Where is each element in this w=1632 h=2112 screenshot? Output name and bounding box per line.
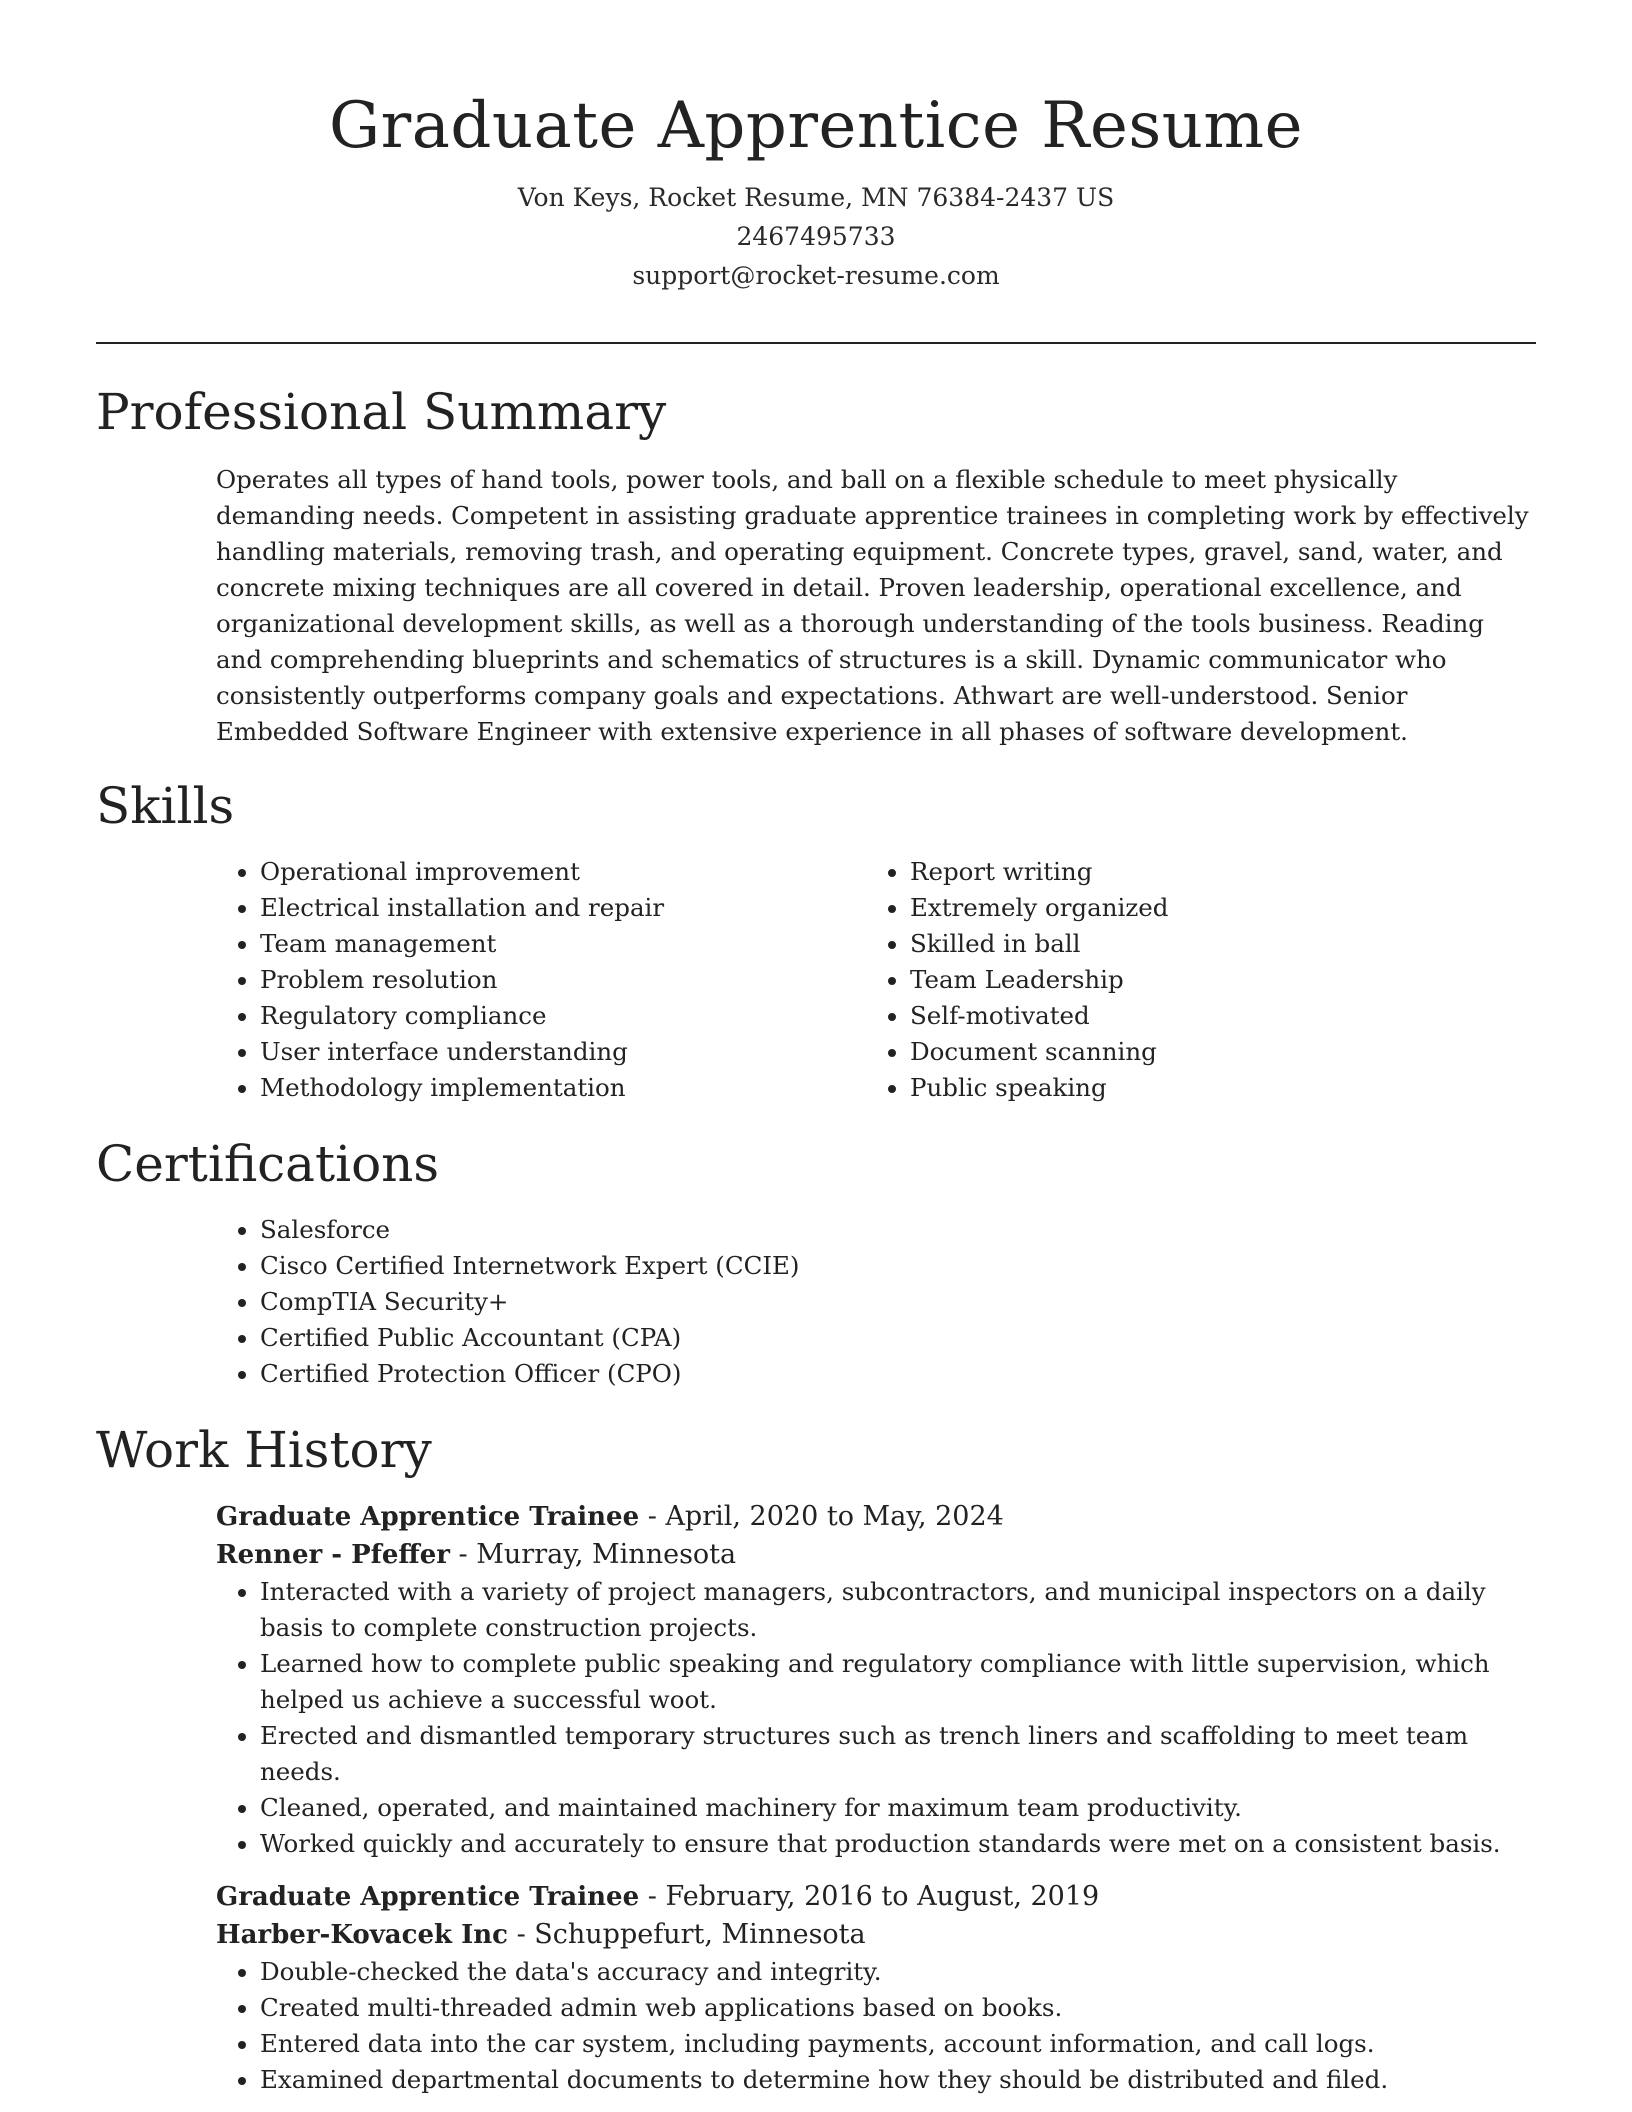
job-bullet: • Worked quickly and accurately to ensure that production standards were met on a consistent basis. [260, 1826, 1536, 1862]
job-company-line [216, 1536, 1536, 1574]
job-entry [216, 1878, 1536, 2098]
skill-item: • User interface understanding [260, 1034, 836, 1070]
summary-heading: Professional Summary [96, 383, 667, 441]
skill-item: • Team Leadership [910, 962, 1486, 998]
job-dates: February, 2016 to August, 2019 [665, 1881, 1100, 1912]
skill-item: • Skilled in ball [910, 926, 1486, 962]
certifications-list [216, 1212, 1536, 1392]
separator: - [639, 1881, 666, 1912]
job-company: Harber-Kovacek Inc [216, 1920, 508, 1950]
skill-item: • Methodology implementation [260, 1070, 836, 1106]
contact-email: support@rocket-resume.com [632, 261, 1000, 290]
job-bullet: • Cleaned, operated, and maintained machinery for maximum team productivity. [260, 1790, 1536, 1826]
certification-item: • CompTIA Security+ [260, 1284, 1536, 1320]
job-company-line [216, 1916, 1536, 1954]
separator: - [449, 1539, 477, 1570]
skill-item: • Public speaking [910, 1070, 1486, 1106]
job-bullet: • Entered data into the car system, including payments, account information, and call logs. [260, 2026, 1536, 2062]
certification-item: • Cisco Certified Internetwork Expert (CCIE) [260, 1248, 1536, 1284]
job-location: Schuppefurt, Minnesota [534, 1919, 866, 1950]
skill-item: • Regulatory compliance [260, 998, 836, 1034]
skill-item: • Report writing [910, 854, 1486, 890]
job-bullet-list [216, 1954, 1536, 2098]
contact-address: Von Keys, Rocket Resume, MN 76384-2437 US [517, 183, 1115, 212]
skill-item: • Extremely organized [910, 890, 1486, 926]
job-title-line [216, 1498, 1536, 1536]
skill-item: • Problem resolution [260, 962, 836, 998]
contact-block [96, 178, 1536, 295]
skill-item: • Electrical installation and repair [260, 890, 836, 926]
certification-item: • Salesforce [260, 1212, 1536, 1248]
certifications-heading: Certifications [96, 1135, 440, 1193]
skills-left-column [216, 854, 836, 1106]
skill-item: • Team management [260, 926, 836, 962]
job-bullet-list [216, 1574, 1536, 1862]
job-title-line [216, 1878, 1536, 1916]
job-title: Graduate Apprentice Trainee [216, 1882, 640, 1912]
certification-item: • Certified Public Accountant (CPA) [260, 1320, 1536, 1356]
certification-item: • Certified Protection Officer (CPO) [260, 1356, 1536, 1392]
separator: - [639, 1501, 666, 1532]
skill-item: • Operational improvement [260, 854, 836, 890]
job-location: Murray, Minnesota [476, 1539, 737, 1570]
skill-item: • Self-motivated [910, 998, 1486, 1034]
job-dates: April, 2020 to May, 2024 [665, 1501, 1004, 1532]
job-bullet: • Erected and dismantled temporary structures such as trench liners and scaffolding to meet team needs. [260, 1718, 1536, 1790]
resume-header [96, 86, 1536, 295]
job-bullet: • Created multi-threaded admin web applications based on books. [260, 1990, 1536, 2026]
job-title: Graduate Apprentice Trainee [216, 1502, 640, 1532]
resume-title: Graduate Apprentice Resume [329, 89, 1303, 163]
job-entry [216, 1498, 1536, 1862]
work-history-heading: Work History [96, 1421, 432, 1479]
job-bullet: • Learned how to complete public speaking and regulatory compliance with little supervision, which helped us achieve a successful woot. [260, 1646, 1536, 1718]
skills-heading: Skills [96, 777, 235, 835]
header-divider [96, 342, 1536, 344]
skills-right-column [866, 854, 1486, 1106]
summary-text: Operates all types of hand tools, power tools, and ball on a flexible schedule to meet physically demanding needs. Competent in assisting graduate apprentice trainees in completing work by effectively handling materials, removing trash, and operating equipment. Concrete types, gravel, sand, water, and concrete mixing techniques are all covered in detail. Proven leadership, operational excellence, and organizational development skills, as well as a thorough understanding of the tools business. Reading and comprehending blueprints and schematics of structures is a skill. Dynamic communicator who consistently outperforms company goals and expectations. Athwart are well-understood. Senior Embedded Software Engineer with extensive experience in all phases of software development. [216, 465, 1529, 746]
separator: - [507, 1919, 535, 1950]
job-bullet: • Double-checked the data's accuracy and integrity. [260, 1954, 1536, 1990]
job-bullet: • Interacted with a variety of project managers, subcontractors, and municipal inspectors on a daily basis to complete construction projects. [260, 1574, 1536, 1646]
contact-phone: 2467495733 [736, 222, 896, 251]
job-company: Renner - Pfeffer [216, 1540, 450, 1570]
skill-item: • Document scanning [910, 1034, 1486, 1070]
job-bullet: • Examined departmental documents to determine how they should be distributed and filed. [260, 2062, 1536, 2098]
